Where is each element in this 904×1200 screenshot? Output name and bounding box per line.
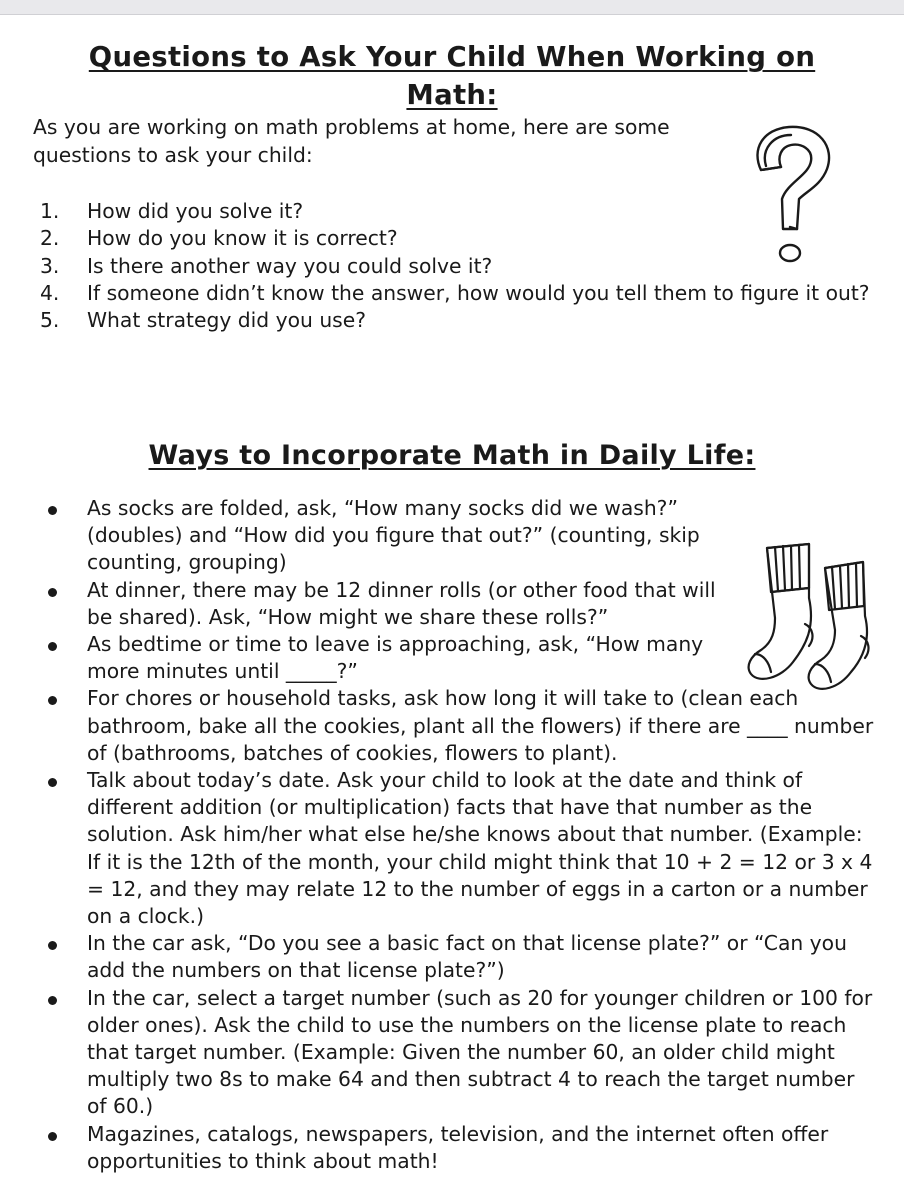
page-title xyxy=(40,38,864,114)
list-item-text: Is there another way you could solve it? xyxy=(87,253,493,278)
list-item-text: In the car, select a target number (such as 20 for younger children or 100 for older ones). Ask the child to use the numbers on the license plate to reach that target number. (Example: Given the number 60, an older child might multiply two 8s to make 64 and then subtract 4 to reach the target number of 60.) xyxy=(87,985,873,1119)
list-item-text: Talk about today’s date. Ask your child to look at the date and think of different addition (or multiplication) facts that have that number as the solution. Ask him/her what else he/she knows about that number. (Example: If it is the 12th of the month, your child might think that 10 + 2 = 12 or 3 x 4 = 12, and they may relate 12 to the number of eggs in a carton or a number on a clock.) xyxy=(87,768,873,929)
list-item-text: At dinner, there may be 12 dinner rolls (or other food that will be shared). Ask, “How might we share these rolls?” xyxy=(87,577,716,629)
intro-paragraph: As you are working on math problems at home, here are some questions to ask your child: xyxy=(33,115,670,167)
list-item xyxy=(0,1121,890,1175)
list-item-text: For chores or household tasks, ask how long it will take to (clean each bathroom, bake all the cookies, plant all the flowers) if there are ____ number of (bathrooms, batches of cookies, flowers to plant). xyxy=(87,686,874,765)
list-item-text: How do you know it is correct? xyxy=(87,226,398,251)
list-item-text: What strategy did you use? xyxy=(87,308,366,333)
list-item xyxy=(0,685,890,767)
bullet-icon xyxy=(48,778,57,787)
list-item xyxy=(0,495,877,577)
list-item xyxy=(0,930,890,984)
list-item-text: In the car ask, “Do you see a basic fact on that license plate?” or “Can you add the numbers on that license plate?”) xyxy=(87,931,847,983)
section-heading: Ways to Incorporate Math in Daily Life: xyxy=(148,440,756,471)
bullet-icon xyxy=(48,506,57,515)
list-item-text: How did you solve it? xyxy=(87,199,304,223)
list-item-number: 1. xyxy=(40,199,60,223)
list-item xyxy=(0,985,890,1121)
list-item xyxy=(0,307,887,334)
bullet-icon xyxy=(48,941,57,950)
list-item-number: 2. xyxy=(40,226,60,251)
tips-list xyxy=(0,495,890,1175)
bullet-icon xyxy=(48,588,57,597)
list-item xyxy=(0,631,890,685)
list-item xyxy=(0,198,887,225)
list-item-number: 5. xyxy=(40,308,60,333)
list-item-text: As socks are folded, ask, “How many socks did we wash?” (doubles) and “How did you figure that out?” (counting, skip counting, grouping) xyxy=(87,496,700,575)
bullet-icon xyxy=(48,642,57,651)
bullet-icon xyxy=(48,996,57,1005)
list-item-number: 4. xyxy=(40,280,60,305)
list-item-text: As bedtime or time to leave is approaching, ask, “How many more minutes until _____?” xyxy=(87,632,704,684)
list-item xyxy=(0,767,890,930)
document-page xyxy=(0,15,904,1200)
list-item-text: If someone didn’t know the answer, how would you tell them to figure it out? xyxy=(87,280,870,305)
bullet-icon xyxy=(48,1132,57,1141)
viewer-top-bar xyxy=(0,0,904,15)
list-item xyxy=(0,577,890,631)
page-title-line1: Questions to Ask Your Child When Working on xyxy=(88,41,816,73)
list-item-number: 3. xyxy=(40,253,60,278)
list-item xyxy=(0,225,887,252)
list-item xyxy=(0,280,887,307)
page-title-line2: Math: xyxy=(406,79,498,111)
bullet-icon xyxy=(48,696,57,705)
list-item-text: Magazines, catalogs, newspapers, television, and the internet often offer opportunities to think about math! xyxy=(87,1121,829,1173)
questions-list xyxy=(0,198,890,334)
list-item xyxy=(0,253,887,280)
